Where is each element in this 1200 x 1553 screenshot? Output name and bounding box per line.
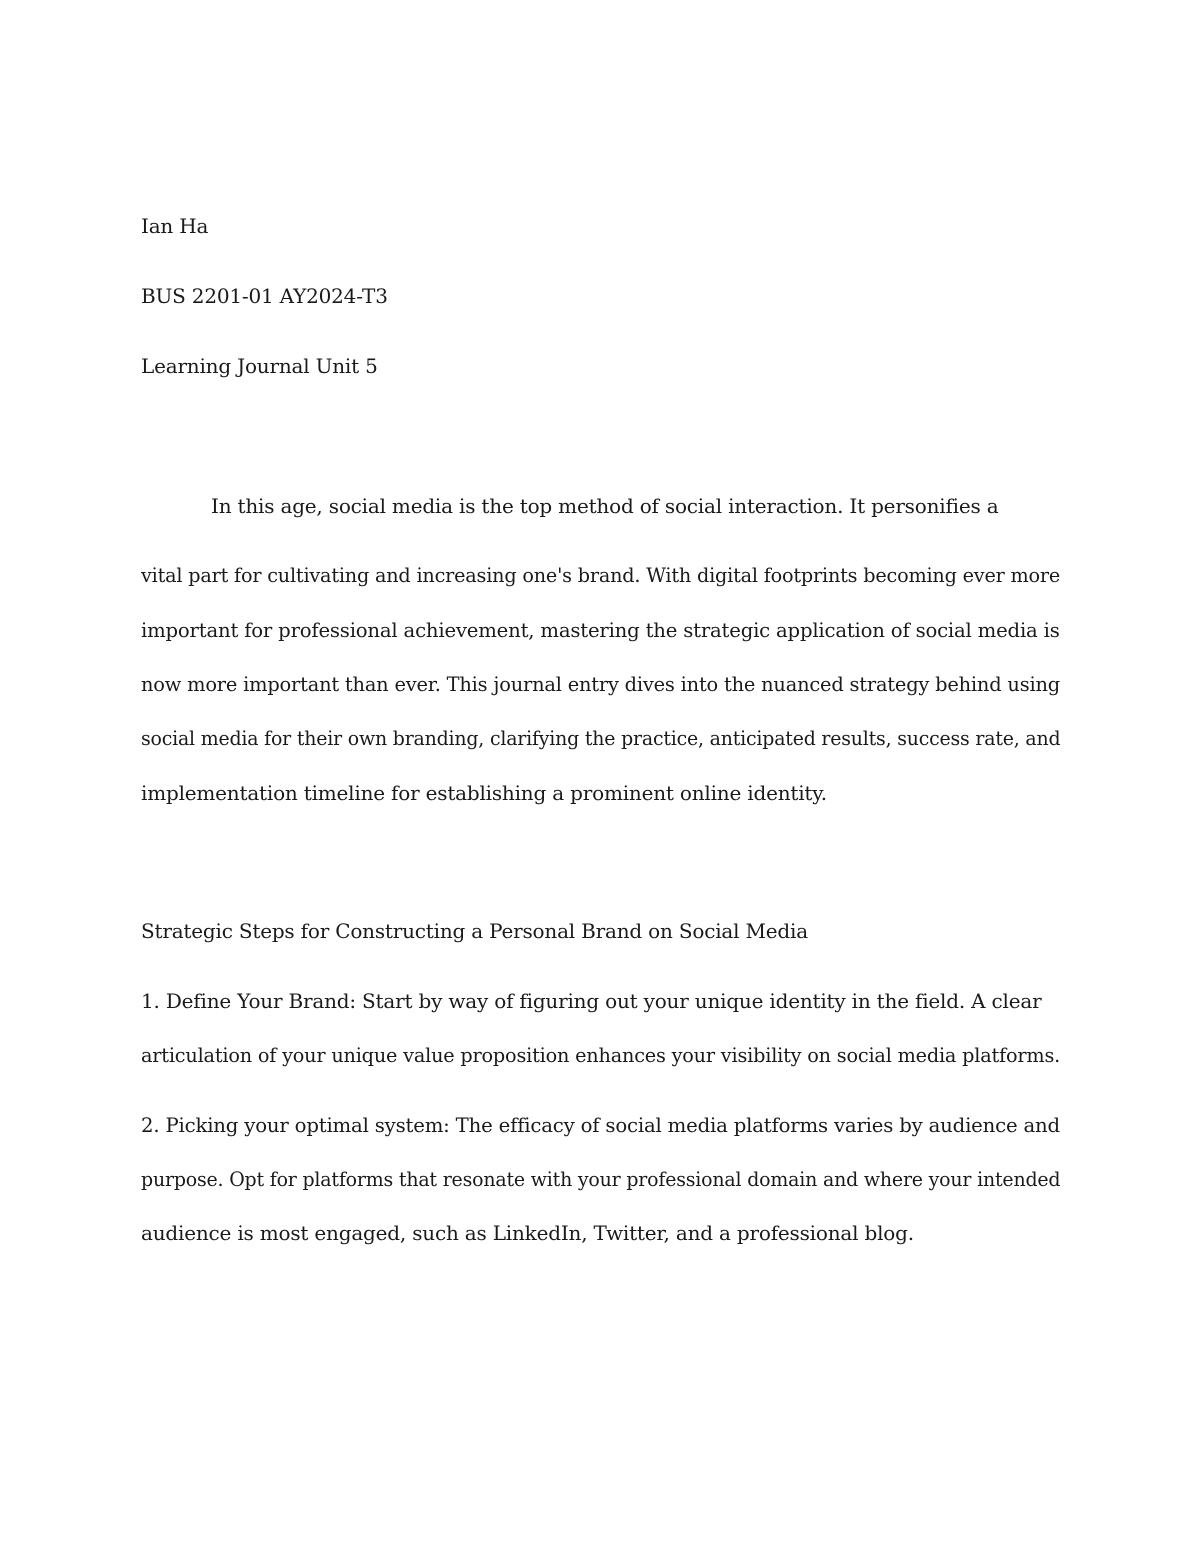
intro-line: now more important than ever. This journal entry dives into the nuanced strategy behind using [141, 672, 1060, 696]
intro-line: social media for their own branding, clarifying the practice, anticipated results, success rate, and [141, 726, 1061, 750]
intro-line: important for professional achievement, mastering the strategic application of social media is [141, 618, 1060, 642]
assignment-title: Learning Journal Unit 5 [141, 354, 378, 378]
step-2-line: 2. Picking your optimal system: The efficacy of social media platforms varies by audience and [141, 1113, 1060, 1137]
step-2-line: audience is most engaged, such as LinkedIn, Twitter, and a professional blog. [141, 1221, 914, 1245]
step-1-line: articulation of your unique value proposition enhances your visibility on social media platforms. [141, 1043, 1061, 1067]
step-1-line: 1. Define Your Brand: Start by way of figuring out your unique identity in the field. A clear [141, 989, 1042, 1013]
section-heading: Strategic Steps for Constructing a Personal Brand on Social Media [141, 919, 808, 943]
author-name: Ian Ha [141, 214, 209, 238]
step-2-line: purpose. Opt for platforms that resonate with your professional domain and where your intended [141, 1167, 1061, 1191]
intro-line: vital part for cultivating and increasing one's brand. With digital footprints becoming ever more [141, 563, 1061, 587]
course-code: BUS 2201-01 AY2024-T3 [141, 284, 388, 308]
intro-line: In this age, social media is the top method of social interaction. It personifies a [211, 494, 999, 518]
intro-line: implementation timeline for establishing a prominent online identity. [141, 781, 827, 805]
